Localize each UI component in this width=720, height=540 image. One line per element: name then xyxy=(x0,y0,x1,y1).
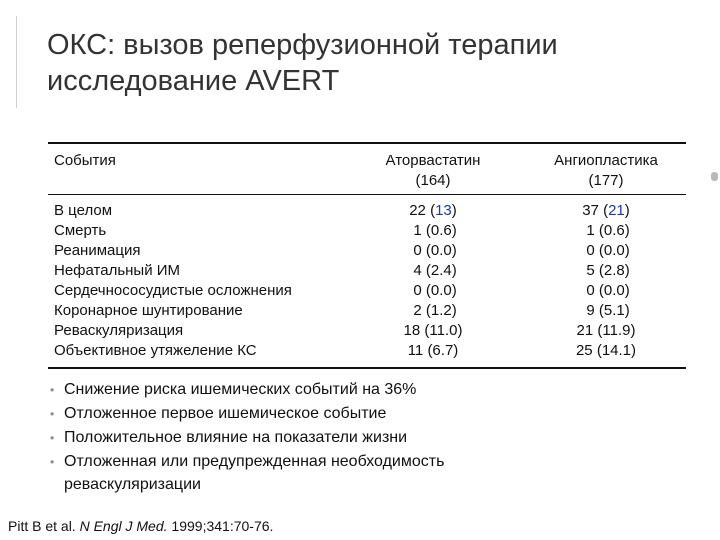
slide-title xyxy=(47,27,687,99)
row-label: Нефатальный ИМ xyxy=(54,262,181,279)
bullet-dot-icon: • xyxy=(50,383,55,397)
list-item: • Отложенная или предупрежденная необходимость реваскуляризации xyxy=(48,450,668,496)
row-value-angioplasty: 0 (0.0) xyxy=(582,242,630,259)
header-angioplasty-n: (177) xyxy=(588,172,624,189)
table-header-rule xyxy=(48,194,686,195)
row-label: Сердечнососудистые осложнения xyxy=(54,282,292,299)
header-angioplasty: Ангиопластика xyxy=(554,152,658,169)
slide-title-line-2: исследование AVERT xyxy=(47,65,340,97)
bullet-dot-icon: • xyxy=(50,455,55,469)
row-label: Реваскуляризация xyxy=(54,322,184,339)
row-value-angioplasty-overall: 37 (21) xyxy=(582,202,630,219)
row-value-atorvastatin: 11 (6.7) xyxy=(407,342,459,359)
row-value-angioplasty: 1 (0.6) xyxy=(582,222,630,239)
table-top-rule xyxy=(48,142,686,144)
row-value-angioplasty: 21 (11.9) xyxy=(576,322,636,339)
row-label: Коронарное шунтирование xyxy=(54,302,243,319)
header-events: События xyxy=(54,152,116,169)
row-value-angioplasty: 0 (0.0) xyxy=(582,282,630,299)
citation-details: 1999;341:70-76. xyxy=(171,518,274,534)
row-label: Объективное утяжеление КС xyxy=(54,342,257,359)
row-label: Реанимация xyxy=(54,242,141,259)
row-value-angioplasty: 9 (5.1) xyxy=(582,302,630,319)
row-value-angioplasty: 25 (14.1) xyxy=(575,342,637,359)
header-atorvastatin: Аторвастатин xyxy=(385,152,481,169)
list-item-continuation: реваскуляризации xyxy=(64,476,201,493)
row-value-angioplasty: 5 (2.8) xyxy=(582,262,630,279)
citation-journal: N Engl J Med. xyxy=(79,518,168,534)
list-item: • Отложенное первое ишемическое событие xyxy=(48,402,668,426)
table-bottom-rule xyxy=(48,367,686,369)
citation xyxy=(8,518,273,534)
row-label: Смерть xyxy=(54,222,107,239)
bullet-dot-icon: • xyxy=(50,407,55,421)
row-label-overall: В целом xyxy=(54,202,113,219)
row-value-atorvastatin-overall: 22 (13) xyxy=(409,202,457,219)
list-item: • Положительное влияние на показатели жизни xyxy=(48,426,668,450)
row-value-atorvastatin: 0 (0.0) xyxy=(409,282,457,299)
citation-authors: Pitt B et al. xyxy=(8,518,76,534)
slide-edge-marker xyxy=(711,172,718,181)
bullet-dot-icon: • xyxy=(50,431,55,445)
slide-title-line-1: ОКС: вызов реперфузионной терапии xyxy=(47,29,558,61)
list-item: • Снижение риска ишемических событий на 36% xyxy=(48,378,668,402)
row-value-atorvastatin: 18 (11.0) xyxy=(403,322,463,339)
header-atorvastatin-n: (164) xyxy=(415,172,451,189)
row-value-atorvastatin: 0 (0.0) xyxy=(409,242,457,259)
row-value-atorvastatin: 2 (1.2) xyxy=(409,302,457,319)
row-value-atorvastatin: 1 (0.6) xyxy=(409,222,457,239)
slide-accent-line xyxy=(16,16,17,108)
row-value-atorvastatin: 4 (2.4) xyxy=(409,262,457,279)
bullet-list xyxy=(48,378,668,496)
